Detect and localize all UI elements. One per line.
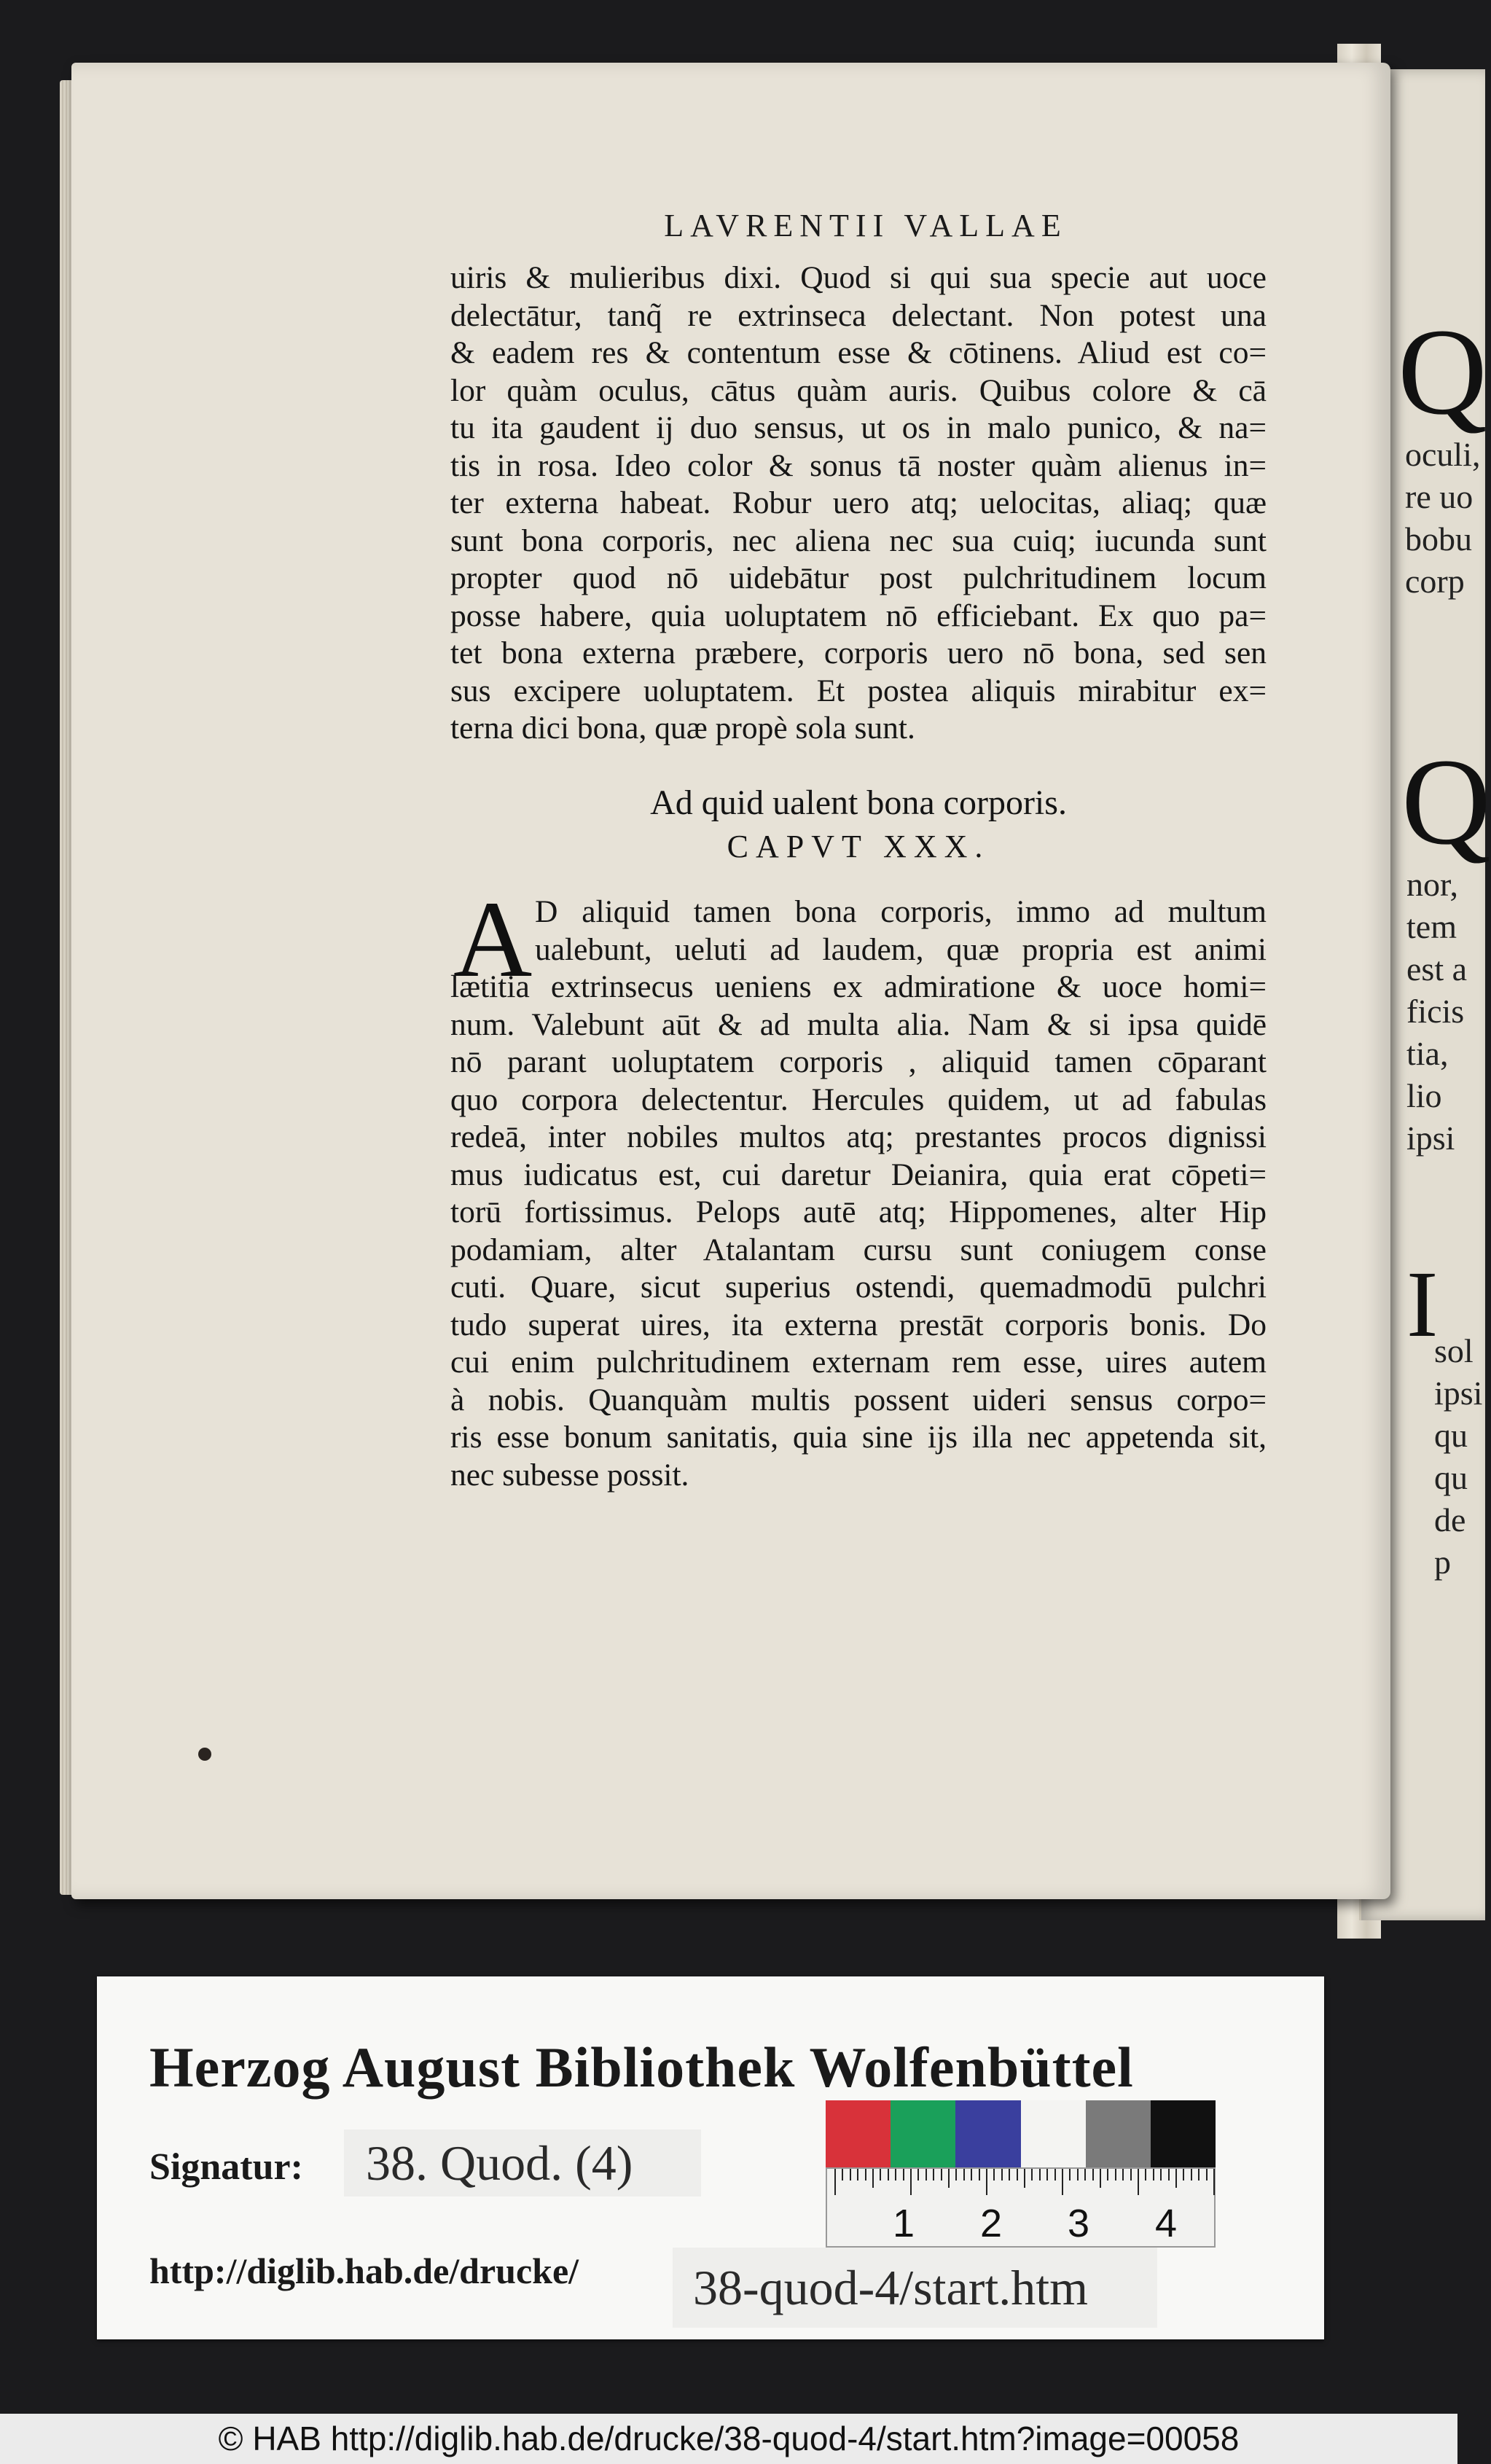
ruler-tick [1017,2169,1018,2181]
text-line: sus excipere uoluptatem. Et postea aliquis mirabitur ex= [450,673,1267,708]
ruler-tick [888,2169,889,2181]
ruler-tick [1145,2169,1146,2181]
ruler-tick [1115,2169,1116,2181]
copyright-footer: © HAB http://diglib.hab.de/drucke/38-quod-4/start.htm?image=00058 [0,2414,1457,2464]
ruler-tick [1153,2169,1154,2181]
text-line: nō parant uoluptatem corporis , aliquid tamen cōparant [450,1044,1267,1079]
ruler-tick [971,2169,972,2181]
text-line: ris esse bonum sanitatis, quia sine ijs illa nec appetenda sit, [450,1420,1267,1455]
right-page-fragments-b: nor, tem est a ficis tia, lio ipsi [1406,866,1468,1157]
text-line: nec subesse possit. [450,1457,689,1493]
url-label: http://diglib.hab.de/drucke/ [149,2250,579,2291]
text-line: uiris & mulieribus dixi. Quod si qui sua specie aut uoce [450,260,1267,295]
ruler-tick [1168,2169,1170,2181]
running-head: LAVRENTII VALLAE [664,208,1068,243]
ruler-tick [872,2169,874,2188]
ruler-tick [1122,2169,1124,2181]
right-page-initial: I [1406,1252,1439,1357]
ruler-tick [1054,2169,1056,2181]
ruler-tick [955,2169,957,2181]
text-line: cui enim pulchritudinem externam rem esse, uires autem [450,1345,1267,1380]
ruler-tick [1062,2169,1063,2195]
text-line: tis in rosa. Ideo color & sonus tā noster quàm alienus in= [450,447,1267,483]
color-patch [1021,2100,1086,2167]
text-line: redeā, inter nobiles multos atq; prestantes procos dignissi [450,1119,1267,1154]
ruler-tick [1039,2169,1041,2181]
text-line: torū fortissimus. Pelops autē atq; Hippomenes, alter Hip [450,1194,1267,1229]
ruler-tick [1001,2169,1003,2181]
ruler-tick [1046,2169,1048,2181]
ruler-number: 2 [980,2202,1003,2245]
ruler-tick [1107,2169,1108,2181]
library-label [97,1976,1324,2339]
page-mark-dot [198,1748,211,1761]
right-page-fragments-a: oculi, re uo bobu corp [1405,436,1481,600]
ruler-tick [903,2169,904,2181]
ruler-tick [910,2169,912,2195]
ruler-tick [986,2169,987,2195]
ruler-tick [1100,2169,1101,2188]
ruler-tick [917,2169,919,2181]
ruler-tick [1191,2169,1192,2181]
ruler-tick [979,2169,980,2181]
ruler-tick [834,2169,836,2195]
section-2-text [450,893,1267,1494]
text-line: lætitia extrinsecus ueniens ex admiratione & uoce homi= [450,969,1267,1004]
chapter-number: CAPVT XXX. [727,829,990,864]
ruler-tick [1084,2169,1086,2181]
right-page-initial: Q [1401,733,1491,870]
section-1-text [450,259,1267,748]
text-line: posse habere, quia uoluptatem nō efficiebant. Ex quo pa= [450,598,1267,633]
signatur-value: 38. Quod. (4) [344,2129,701,2197]
text-line: ter externa habeat. Robur uero atq; uelocitas, aliaq; quæ [450,485,1267,520]
ruler-tick [895,2169,896,2181]
text-line: & eadem res & contentum esse & cōtinens. Aliud est co= [450,335,1267,370]
text-line: tudo superat uires, ita externa prestāt corporis bonis. Do [450,1307,1267,1342]
text-line: lor quàm oculus, cātus quàm auris. Quibus colore & cā [450,372,1267,408]
text-line: podamiam, alter Atalantam cursu sunt coniugem conse [450,1232,1267,1267]
right-page-initial: Q [1398,303,1487,440]
ruler-tick [1130,2169,1132,2181]
ruler-tick [1206,2169,1208,2181]
ruler-tick [933,2169,934,2181]
ruler-tick [941,2169,942,2181]
color-patch [826,2100,891,2167]
measurement-ruler [826,2167,1216,2248]
color-patch [1151,2100,1216,2167]
ruler-tick [1092,2169,1094,2181]
ruler-tick [1024,2169,1025,2188]
ruler-tick [948,2169,950,2188]
color-patch [891,2100,955,2167]
ruler-tick [963,2169,965,2181]
library-name: Herzog August Bibliothek Wolfenbüttel [149,2035,1134,2099]
color-patch [955,2100,1020,2167]
ruler-tick [1009,2169,1010,2181]
text-line: tet bona externa præbere, corporis uero nō bona, sed sen [450,635,1267,670]
ruler-tick [865,2169,866,2181]
ruler-tick [1138,2169,1139,2195]
ruler-tick [1160,2169,1162,2181]
right-page-fragments-c: sol ipsi qu qu de p [1434,1332,1483,1581]
ruler-tick [857,2169,858,2181]
ruler-tick [993,2169,995,2181]
text-line: sunt bona corporis, nec aliena nec sua cuiq; iucunda sunt [450,523,1267,558]
text-line: num. Valebunt aūt & ad multa alia. Nam & si ipsa quidē [450,1006,1267,1042]
text-line: mus iudicatus est, cui daretur Deianira, quia erat cōpeti= [450,1157,1267,1192]
ruler-number: 3 [1068,2202,1090,2245]
text-line: à nobis. Quanquàm multis possent uideri sensus corpo= [450,1382,1267,1417]
ruler-number: 4 [1155,2202,1178,2245]
ruler-tick [880,2169,881,2181]
text-line: cuti. Quare, sicut superius ostendi, quemadmodū pulchri [450,1270,1267,1305]
ruler-tick [1077,2169,1079,2181]
ruler-number: 1 [893,2202,915,2245]
text-line: delectātur, tanq̃ re extrinseca delectant. Non potest una [450,297,1267,333]
text-line: ualebunt, ueluti ad laudem, quæ propria est animi [535,931,1267,967]
text-line: terna dici bona, quæ propè sola sunt. [450,711,915,746]
text-line: propter quod nō uidebātur post pulchritudinem locum [450,560,1267,595]
ruler-tick [1031,2169,1033,2181]
ruler-tick [1213,2169,1215,2195]
ruler-tick [925,2169,927,2181]
text-line: tu ita gaudent ij duo sensus, ut os in malo punico, & na= [450,410,1267,445]
text-line: D aliquid tamen bona corporis, immo ad multum [535,894,1267,929]
ruler-tick [1183,2169,1184,2181]
color-patch [1086,2100,1151,2167]
chapter-title: Ad quid ualent bona corporis. [650,783,1067,822]
drop-capital: A [453,879,533,1000]
signatur-label: Signatur: [149,2146,303,2188]
ruler-tick [1069,2169,1071,2181]
ruler-tick [850,2169,851,2181]
ruler-tick [842,2169,843,2181]
color-calibration-bar [826,2100,1216,2167]
url-value: 38-quod-4/start.htm [673,2248,1157,2328]
text-line: quo corpora delectentur. Hercules quidem, ut ad fabulas [450,1082,1267,1117]
ruler-tick [1198,2169,1200,2181]
ruler-tick [1175,2169,1177,2188]
